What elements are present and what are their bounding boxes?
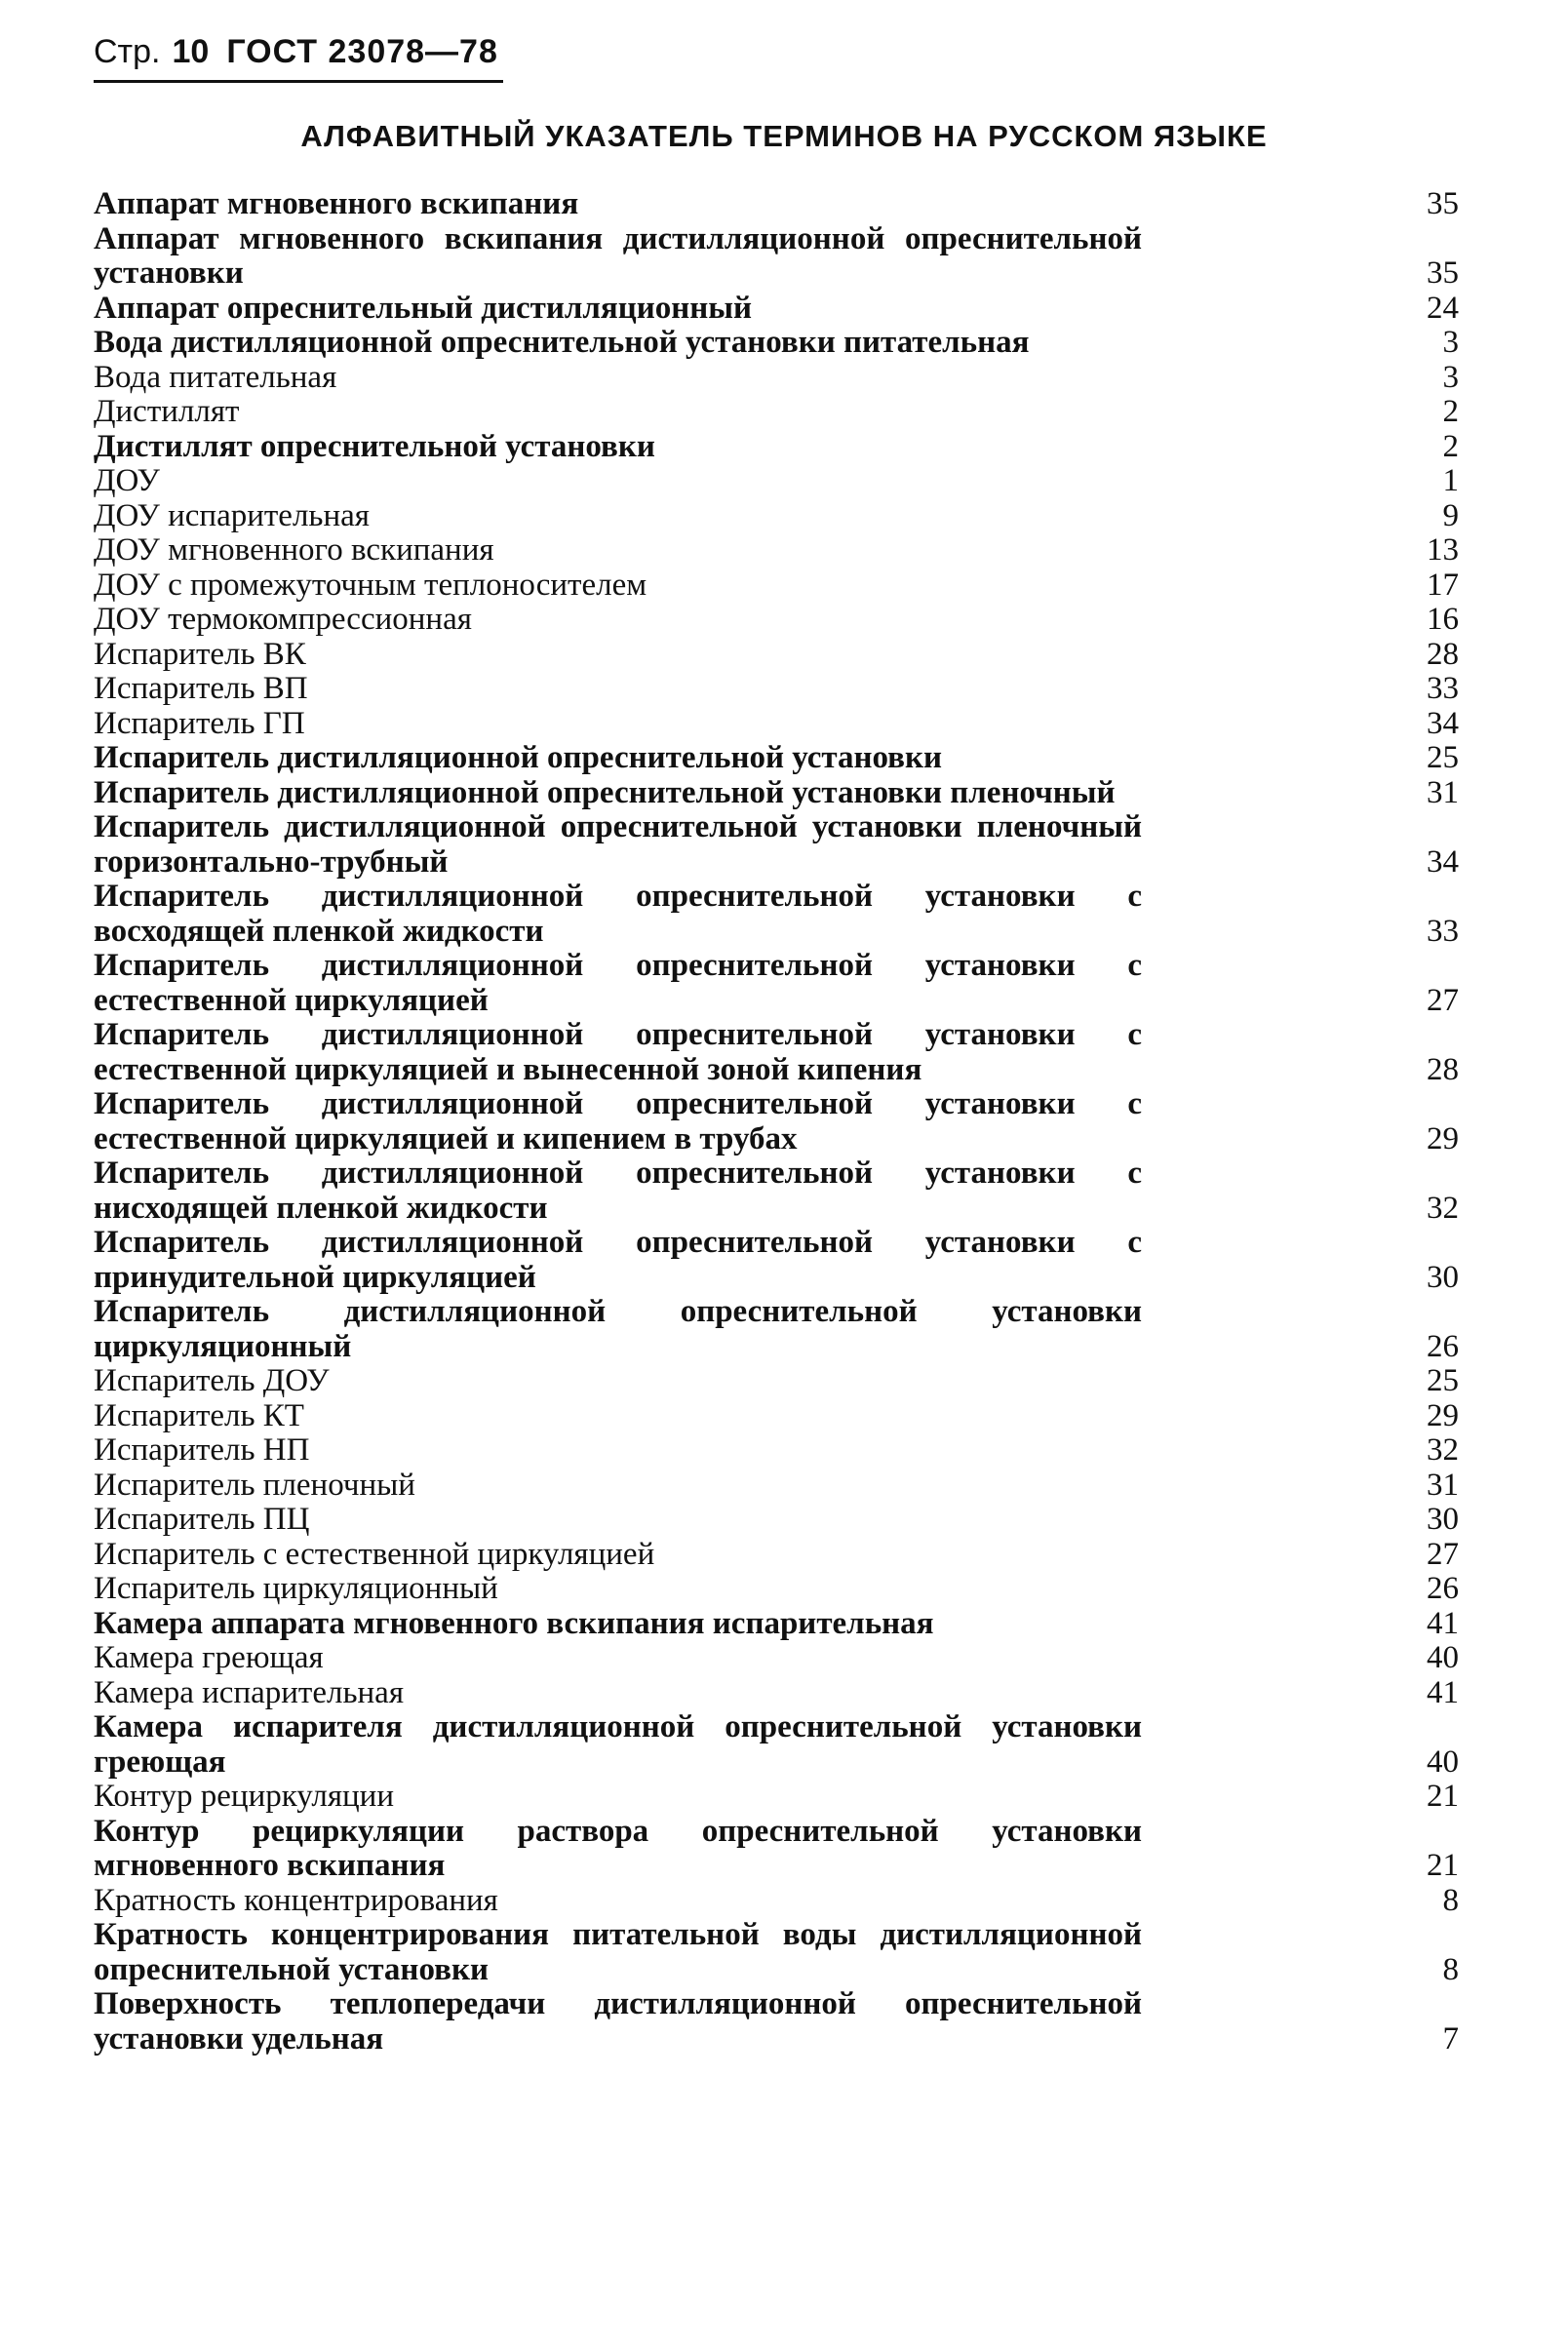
index-entry: [94, 638, 1459, 673]
index-page: 41: [1427, 1605, 1459, 1641]
index-term: Дистиллят опреснительной установки: [94, 428, 655, 464]
index-term: Испаритель пленочный: [94, 1467, 415, 1503]
index-entry: [94, 430, 1459, 465]
index-term: Вода питательная: [94, 359, 337, 395]
index-page: 21: [1427, 1779, 1459, 1814]
index-entry: [94, 187, 1459, 222]
index-page: 31: [1427, 774, 1459, 810]
index-page: 40: [1427, 1640, 1459, 1675]
index-page: 28: [1427, 1051, 1459, 1087]
index-term: Испаритель дистилляционной опреснительной установки с принудительной циркуляцией: [94, 1225, 1142, 1295]
page-title: АЛФАВИТНЫЙ УКАЗАТЕЛЬ ТЕРМИНОВ НА РУССКОМ ЯЗЫКЕ: [300, 119, 1268, 153]
index-entry: [94, 1538, 1459, 1573]
index-entry: [94, 222, 1459, 292]
index-entry: [94, 568, 1459, 604]
index-entry: [94, 1503, 1459, 1538]
index-term: ДОУ с промежуточным теплоносителем: [94, 567, 647, 603]
index-page: 32: [1427, 1190, 1459, 1226]
index-entry: [94, 1676, 1459, 1711]
index-page: 25: [1427, 1363, 1459, 1398]
index-term: ДОУ термокомпрессионная: [94, 602, 472, 637]
index-entry: [94, 1399, 1459, 1434]
index-term: Испаритель ВК: [94, 636, 306, 672]
index-term: Испаритель дистилляционной опреснительной установки циркуляционный: [94, 1294, 1142, 1364]
index-term: Испаритель ГП: [94, 705, 305, 741]
index-term: Аппарат опреснительный дистилляционный: [94, 290, 753, 326]
index-entry: [94, 1884, 1459, 1919]
index-term: Испаритель дистилляционной опреснительной установки с естественной циркуляцией и вынесенной зоной кипения: [94, 1017, 1142, 1087]
index-entry: [94, 949, 1459, 1018]
index-entry: [94, 603, 1459, 638]
index-page: 17: [1427, 567, 1459, 603]
index-entry: [94, 499, 1459, 534]
index-entry: [94, 1018, 1459, 1087]
index-page: 13: [1427, 532, 1459, 568]
index-page: 1: [1442, 463, 1459, 498]
index-term: Испаритель ДОУ: [94, 1363, 330, 1398]
index-page: 3: [1442, 359, 1459, 395]
index-entry: [94, 1087, 1459, 1156]
index-entry: [94, 395, 1459, 430]
page-label: Стр.: [94, 33, 161, 70]
index-page: 29: [1427, 1397, 1459, 1433]
index-entry: [94, 1710, 1459, 1780]
index-term: Испаритель с естественной циркуляцией: [94, 1536, 655, 1572]
index-page: 29: [1427, 1120, 1459, 1156]
index-term: Испаритель дистилляционной опреснительной установки пленочный: [94, 774, 1116, 810]
index-term: Испаритель ВП: [94, 671, 308, 706]
index-term: Испаритель дистилляционной опреснительной установки с нисходящей пленкой жидкости: [94, 1156, 1142, 1226]
index-page: 2: [1442, 394, 1459, 429]
index-term: Испаритель дистилляционной опреснительной установки с естественной циркуляцией и кипением в трубах: [94, 1086, 1142, 1156]
page-number: 10: [172, 33, 210, 70]
index-entry: [94, 1918, 1459, 1987]
index-page: 2: [1442, 428, 1459, 464]
index-entry: [94, 672, 1459, 707]
index-term: Испаритель дистилляционной опреснительной установки: [94, 740, 943, 775]
index-entry: [94, 361, 1459, 396]
index-term: Испаритель дистилляционной опреснительной установки пленочный горизонтально-трубный: [94, 809, 1142, 880]
index-term: Контур рециркуляции: [94, 1779, 394, 1814]
index-term: Поверхность теплопередачи дистилляционной опреснительной установки удельная: [94, 1986, 1142, 2057]
standard-code: ГОСТ 23078—78: [226, 33, 498, 70]
index-term: ДОУ мгновенного вскипания: [94, 532, 494, 568]
index-page: 32: [1427, 1432, 1459, 1468]
index-term: Камера аппарата мгновенного вскипания испарительная: [94, 1605, 934, 1641]
index-page: 35: [1427, 186, 1459, 221]
index-page: 27: [1427, 1536, 1459, 1572]
page-header: [94, 33, 498, 71]
index-page: 27: [1427, 982, 1459, 1018]
index-page: 33: [1427, 913, 1459, 949]
index-entry: [94, 1641, 1459, 1676]
index-term: Контур рециркуляции раствора опреснительной установки мгновенного вскипания: [94, 1813, 1142, 1883]
index-page: 34: [1427, 843, 1459, 880]
index-page: 41: [1427, 1674, 1459, 1710]
index-page: 34: [1427, 705, 1459, 741]
index-term: Кратность концентрирования: [94, 1882, 498, 1918]
index-entry: [94, 292, 1459, 327]
index-term: Камера греющая: [94, 1640, 324, 1675]
index-entry: [94, 1572, 1459, 1607]
index-page: 31: [1427, 1467, 1459, 1503]
index-entry: [94, 776, 1459, 811]
index-term: Дистиллят: [94, 394, 240, 429]
index-page: 33: [1427, 671, 1459, 706]
index-term: Вода дистилляционной опреснительной установки питательная: [94, 325, 1030, 360]
index-term: Камера испарителя дистилляционной опреснительной установки греющая: [94, 1709, 1142, 1780]
index-term: ДОУ испарительная: [94, 497, 370, 533]
header-rule: [94, 80, 503, 83]
index-page: 8: [1442, 1882, 1459, 1918]
index-term: Испаритель циркуляционный: [94, 1571, 498, 1606]
index-term: Аппарат мгновенного вскипания: [94, 186, 579, 221]
index-page: 30: [1427, 1259, 1459, 1295]
index-page: 21: [1427, 1848, 1459, 1883]
index-page: 16: [1427, 602, 1459, 637]
index-term: Испаритель дистилляционной опреснительной установки с естественной циркуляцией: [94, 948, 1142, 1018]
index-page: 35: [1427, 255, 1459, 291]
index-entry: [94, 1815, 1459, 1884]
index-page: 25: [1427, 740, 1459, 775]
index-term: Аппарат мгновенного вскипания дистилляционной опреснительной установки: [94, 220, 1142, 291]
index-entry: [94, 810, 1459, 880]
index-entry: [94, 1987, 1459, 2057]
index-entry: [94, 533, 1459, 568]
index-entry: [94, 880, 1459, 949]
index-term: Испаритель НП: [94, 1432, 310, 1468]
index-term: ДОУ: [94, 463, 160, 498]
index-entry: [94, 1469, 1459, 1504]
index-page: 40: [1427, 1744, 1459, 1780]
index-term: Испаритель КТ: [94, 1397, 304, 1433]
index-entry: [94, 1780, 1459, 1815]
index-page: 26: [1427, 1571, 1459, 1606]
index-page: 7: [1442, 2020, 1459, 2057]
term-index: [94, 187, 1459, 2057]
index-entry: [94, 1156, 1459, 1226]
index-entry: [94, 1226, 1459, 1295]
index-page: 28: [1427, 636, 1459, 672]
index-page: 3: [1442, 325, 1459, 360]
index-page: 26: [1427, 1328, 1459, 1364]
index-page: 30: [1427, 1502, 1459, 1537]
index-page: 9: [1442, 497, 1459, 533]
index-entry: [94, 1607, 1459, 1642]
index-term: Испаритель ПЦ: [94, 1502, 310, 1537]
index-page: 8: [1442, 1951, 1459, 1987]
index-entry: [94, 707, 1459, 742]
index-entry: [94, 464, 1459, 499]
index-entry: [94, 741, 1459, 776]
index-term: Испаритель дистилляционной опреснительной установки с восходящей пленкой жидкости: [94, 879, 1142, 949]
index-entry: [94, 326, 1459, 361]
index-term: Камера испарительная: [94, 1674, 404, 1710]
index-entry: [94, 1433, 1459, 1469]
index-entry: [94, 1295, 1459, 1364]
index-page: 24: [1427, 290, 1459, 326]
index-entry: [94, 1364, 1459, 1399]
index-term: Кратность концентрирования питательной воды дистилляционной опреснительной установки: [94, 1917, 1142, 1987]
